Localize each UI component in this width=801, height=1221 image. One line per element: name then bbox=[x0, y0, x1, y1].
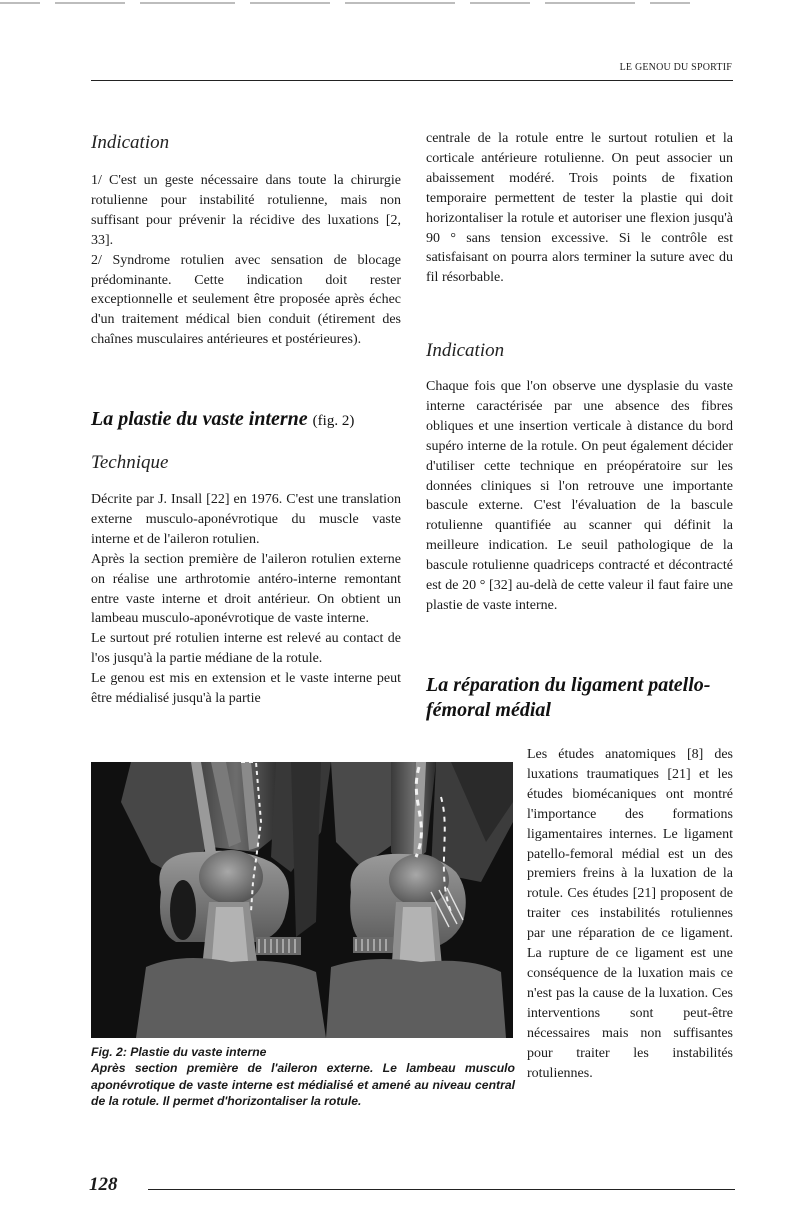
figure-knee-illustration bbox=[91, 762, 513, 1038]
running-head: LE GENOU DU SPORTIF bbox=[619, 62, 732, 73]
scan-artifact bbox=[0, 0, 801, 8]
indication-body-2 bbox=[426, 377, 733, 616]
indication-body bbox=[91, 171, 401, 350]
section-title-ligament bbox=[426, 673, 710, 723]
technique-paragraph-4: Le genou est mis en extension et le vaste interne peut être médialisé jusqu'à la partie bbox=[91, 671, 401, 707]
repair-paragraph: Les études anatomiques [8] des luxations traumatiques [21] et les études biomécaniques ont montré l'importance des formations ligamentaires internes. Le ligament patello-femoral médial est un des premiers freins à la luxation de la rotule. Ces études [21] proposent de traiter ces instabilités rotuliennes par une réparation de ce ligament. La rupture de ce ligament est une conséquence de la luxation mais ce n'est pas la cause de la luxation. Ces interventions sont peut-être nécessaires mais non suffisantes pour traiter les instabilités rotuliennes. bbox=[527, 747, 733, 1081]
technique-paragraph-3: Le surtout pré rotulien interne est relevé au contact de l'os jusqu'à la partie médiane de la rotule. bbox=[91, 631, 401, 667]
repair-body bbox=[527, 745, 733, 1083]
technique-paragraph-2: Après la section première de l'aileron rotulien externe on réalise une arthrotomie antéro-interne remontant entre vaste interne et droit antérieur. On obtient un lambeau musculo-aponévrotique de vaste interne. bbox=[91, 551, 401, 627]
footer-rule bbox=[148, 1189, 735, 1190]
header-rule bbox=[91, 80, 733, 81]
indication-heading-2: Indication bbox=[426, 340, 505, 361]
section-title-line-2: fémoral médial bbox=[426, 699, 551, 721]
figure-caption bbox=[91, 1044, 515, 1110]
figure-caption-text: Après section première de l'aileron externe. Le lambeau musculo aponévrotique de vaste interne est médialisé et amené au niveau central de la rotule. Il permet d'horizontaliser la rotule. bbox=[91, 1061, 515, 1109]
continuation-body bbox=[426, 129, 733, 288]
section-title-text: La plastie du vaste interne bbox=[91, 408, 308, 430]
technique-paragraph-1: Décrite par J. Insall [22] en 1976. C'est une translation externe musculo-aponévrotique du muscle vaste interne et de l'aileron rotulien. bbox=[91, 492, 401, 547]
technique-body bbox=[91, 490, 401, 709]
technique-heading: Technique bbox=[91, 452, 169, 473]
section-title-line-1: La réparation du ligament patello- bbox=[426, 674, 711, 696]
figure-caption-title: Fig. 2: Plastie du vaste interne bbox=[91, 1045, 267, 1059]
continuation-paragraph: centrale de la rotule entre le surtout rotulien et la corticale antérieure rotulienne. On peut associer un abaissement modéré. Trois points de fixation temporaire permettent de tester la plastie qui doit horizontaliser la rotule et autoriser une flexion jusqu'à 90 ° sans tension excessive. Si le contrôle est satisfaisant on pourra alors terminer la suture avec du fil résorbable. bbox=[426, 131, 733, 286]
indication-heading: Indication bbox=[91, 132, 170, 153]
knee-illustration-svg bbox=[91, 762, 513, 1038]
page-number: 128 bbox=[89, 1174, 118, 1195]
indication-paragraph-1: 1/ C'est un geste nécessaire dans toute la chirurgie rotulienne pour instabilité rotulienne, mais non suffisant pour prévenir la récidive des luxations [2, 33]. bbox=[91, 173, 401, 248]
section-title-vaste-interne bbox=[91, 408, 354, 431]
indication-paragraph-3: Chaque fois que l'on observe une dysplasie du vaste interne caractérisée par une absence des fibres obliques et une insertion verticale à distance du bord supéro interne de la rotule. On peut également décider d'utiliser cette technique en préopératoire sur les données cliniques si l'on retrouve une importante bascule externe. C'est l'évaluation de la bascule rotulienne quantifiée au scanner qui définit la meilleure indication. Le seuil pathologique de la bascule rotulienne quadriceps contracté et décontracté est de 20 ° [32] au-delà de cette valeur il faut faire une plastie de vaste interne. bbox=[426, 379, 733, 613]
indication-paragraph-2: 2/ Syndrome rotulien avec sensation de blocage prédominante. Cette indication doit rester exceptionnelle et seulement être proposée après échec d'un traitement médical bien conduit (étirement des chaînes musculaires antérieures et postérieures). bbox=[91, 252, 401, 348]
figure-reference: (fig. 2) bbox=[312, 413, 355, 429]
